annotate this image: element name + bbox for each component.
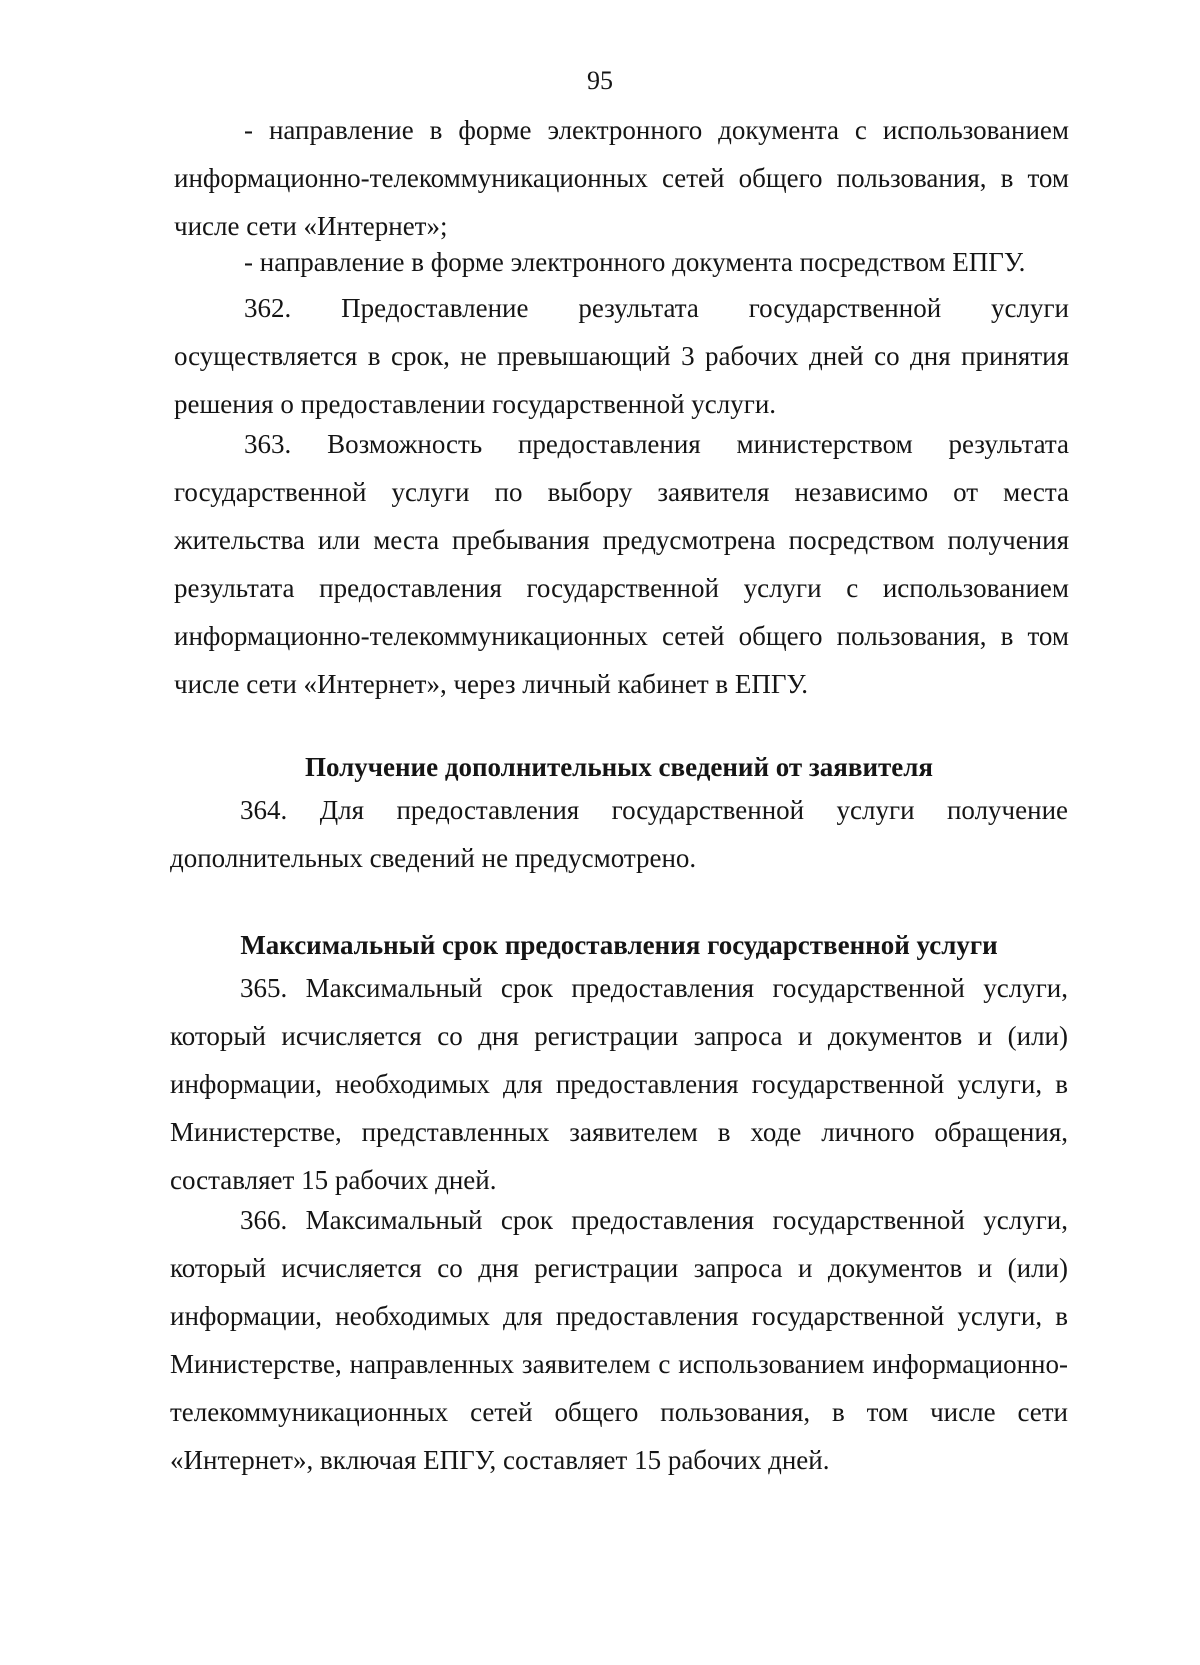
paragraph-366: 366. Максимальный срок предоставления государственной услуги, который исчисляется со дня регистрации запроса и документов и (или) информации, необходимых для предоставления государственной услуги, в Министерстве, направленных заявителем с использованием информационно-телекоммуникационных сетей общего пользования, в том числе сети «Интернет», включая ЕПГУ, составляет 15 рабочих дней. [170,1205,1068,1475]
paragraph-363: 363. Возможность предоставления министерством результата государственной услуги по выбору заявителя независимо от места жительства или места пребывания предусмотрена посредством получения результата предоставления государственной услуги с использованием информационно-телекоммуникационных сетей общего пользования, в том числе сети «Интернет», через личный кабинет в ЕПГУ. [174,429,1069,699]
section-heading-maximum-term: Максимальный срок предоставления государственной услуги [240,930,998,960]
paragraph-362: 362. Предоставление результата государственной услуги осуществляется в срок, не превышающий 3 рабочих дней со дня принятия решения о предоставлении государственной услуги. [174,293,1069,419]
page-number: 95 [587,66,613,95]
paragraph-electronic-document-epgu: - направление в форме электронного документа посредством ЕПГУ. [244,247,1026,277]
paragraph-365: 365. Максимальный срок предоставления государственной услуги, который исчисляется со дня регистрации запроса и документов и (или) информации, необходимых для предоставления государственной услуги, в Министерстве, представленных заявителем в ходе личного обращения, составляет 15 рабочих дней. [170,973,1068,1195]
section-heading-additional-information: Получение дополнительных сведений от заявителя [304,752,934,782]
paragraph-364: 364. Для предоставления государственной услуги получение дополнительных сведений не предусмотрено. [170,795,1068,873]
paragraph-electronic-document-networks: - направление в форме электронного документа с использованием информационно-телекоммуникационных сетей общего пользования, в том числе сети «Интернет»; [174,115,1069,241]
